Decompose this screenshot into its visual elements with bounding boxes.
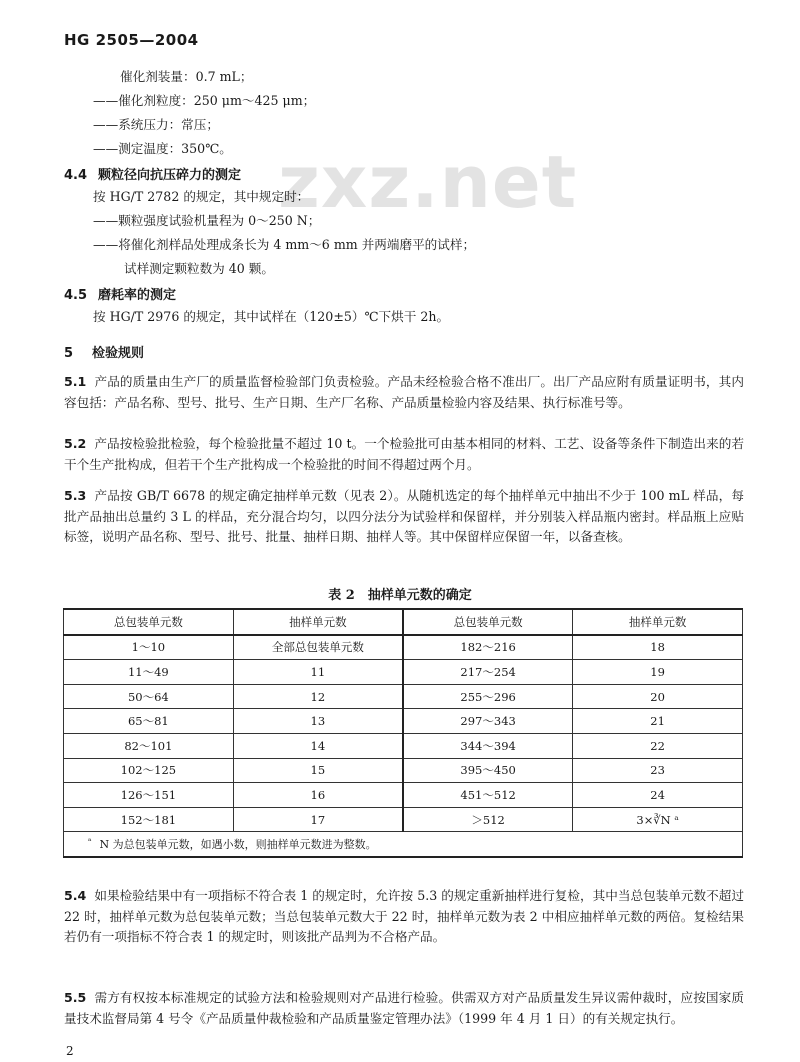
table-cell: 395～450 [403, 758, 573, 783]
paragraph-text: 产品按 GB/T 6678 的规定确定抽样单元数（见表 2）。从随机选定的每个抽样单元中抽出不少于 100 mL 样品，每批产品抽出总量约 3 L 的样品，充分混合均匀，以四分法分为试验样和保留样，并分别装入样品瓶内密封。样品瓶上应贴标签，说明产品名称、型号、批号、批量、抽样日期、抽样人等。其中保留样应保留一年，以备查核。 [64, 488, 744, 544]
section-heading-4-5 [64, 284, 176, 303]
section-intro: 按 HG/T 2782 的规定，其中规定时： [93, 189, 310, 204]
list-item: 试样测定颗粒数为 40 颗。 [124, 261, 274, 276]
table-cell: 15 [233, 758, 403, 783]
table-caption: 表 2 抽样单元数的确定 [328, 588, 472, 603]
table-row [64, 783, 743, 808]
table-cell: 18 [573, 635, 743, 660]
paragraph-text: 需方有权按本标准规定的试验方法和检验规则对产品进行检验。供需双方对产品质量发生异议需仲裁时，应按国家质量技术监督局第 4 号令《产品质量仲裁检验和产品质量鉴定管理办法》（1999 年 4 月 1 日）的有关规定执行。 [64, 990, 744, 1026]
watermark: zxz.net [278, 140, 578, 224]
table-row [64, 807, 743, 832]
paragraph-5-1 [64, 372, 744, 413]
list-item: ——催化剂粒度：250 μm～425 μm； [93, 93, 316, 108]
column-header: 总包装单元数 [403, 609, 573, 635]
table-cell: 24 [573, 783, 743, 808]
table-row [64, 709, 743, 734]
table-row [64, 733, 743, 758]
table-cell: 13 [233, 709, 403, 734]
table-cell: 65～81 [64, 709, 234, 734]
table-cell: 21 [573, 709, 743, 734]
list-item: ——将催化剂样品处理成条长为 4 mm～6 mm 并两端磨平的试样； [93, 237, 476, 252]
page-number: 2 [66, 1044, 74, 1058]
table-cell: 11～49 [64, 660, 234, 685]
paragraph-5-5 [64, 988, 744, 1029]
sampling-table [63, 608, 743, 858]
footnote-text: N 为总包装单元数，如遇小数，则抽样单元数进为整数。 [99, 838, 377, 852]
table-cell: 3×∛N ᵃ [573, 807, 743, 832]
table-cell: 182～216 [403, 635, 573, 660]
table-cell: 16 [233, 783, 403, 808]
section-text: 按 HG/T 2976 的规定，其中试样在（120±5）℃下烘干 2h。 [93, 309, 450, 324]
section-number: 4.4 [64, 168, 88, 183]
section-heading-4-4 [64, 164, 241, 183]
paragraph-number: 5.2 [64, 436, 87, 451]
table-cell: ＞512 [403, 807, 573, 832]
table-cell: 126～151 [64, 783, 234, 808]
paragraph-5-4 [64, 886, 744, 948]
table-cell: 1～10 [64, 635, 234, 660]
table-note-row [64, 832, 743, 858]
table-row [64, 660, 743, 685]
section-title: 颗粒径向抗压碎力的测定 [98, 168, 242, 183]
table-cell: 297～343 [403, 709, 573, 734]
standard-code: HG 2505—2004 [64, 31, 199, 49]
table-cell: 102～125 [64, 758, 234, 783]
table-cell: 17 [233, 807, 403, 832]
paragraph-5-3 [64, 486, 744, 548]
table-cell: 217～254 [403, 660, 573, 685]
table-cell: 82～101 [64, 733, 234, 758]
table-cell: 12 [233, 684, 403, 709]
paragraph-text: 如果检验结果中有一项指标不符合表 1 的规定时，允许按 5.3 的规定重新抽样进行复检，其中当总包装单元数不超过 22 时，抽样单元数为总包装单元数；当总包装单元数大于 22 时，抽样单元数为表 2 中相应抽样单元数的两倍。复检结果若仍有一项指标不符合表 1 的规定时，则该批产品判为不合格产品。 [64, 888, 744, 944]
footnote-marker: ᵃ [88, 836, 92, 847]
table-cell: 22 [573, 733, 743, 758]
section-title: 磨耗率的测定 [98, 288, 177, 303]
table-cell: 451～512 [403, 783, 573, 808]
paragraph-number: 5.1 [64, 374, 87, 389]
paragraph-number: 5.4 [64, 888, 87, 903]
table-row [64, 758, 743, 783]
section-heading-5 [64, 342, 144, 361]
list-item: 催化剂装量：0.7 mL； [120, 69, 253, 84]
section-number: 5 [64, 346, 74, 361]
column-header: 抽样单元数 [573, 609, 743, 635]
table-cell: 152～181 [64, 807, 234, 832]
paragraph-text: 产品的质量由生产厂的质量监督检验部门负责检验。产品未经检验合格不准出厂。出厂产品应附有质量证明书，其内容包括：产品名称、型号、批号、生产日期、生产厂名称、产品质量检验内容及结果、执行标准号等。 [64, 374, 744, 410]
table-cell: 23 [573, 758, 743, 783]
table-cell: 全部总包装单元数 [233, 635, 403, 660]
table-footnote [64, 832, 743, 858]
paragraph-text: 产品按检验批检验，每个检验批量不超过 10 t。一个检验批可由基本相同的材料、工艺、设备等条件下制造出来的若干个生产批构成，但若干个生产批构成一个检验批的时间不得超过两个月。 [64, 436, 744, 472]
column-header: 总包装单元数 [64, 609, 234, 635]
table-cell: 255～296 [403, 684, 573, 709]
table-row [64, 635, 743, 660]
table-cell: 344～394 [403, 733, 573, 758]
table-cell: 19 [573, 660, 743, 685]
list-item: ——系统压力：常压； [93, 117, 219, 132]
column-header: 抽样单元数 [233, 609, 403, 635]
paragraph-number: 5.3 [64, 488, 87, 503]
table-cell: 11 [233, 660, 403, 685]
list-item: ——颗粒强度试验机量程为 0～250 N； [93, 213, 321, 228]
table-cell: 14 [233, 733, 403, 758]
table-row [64, 684, 743, 709]
table-header-row [64, 609, 743, 635]
section-title: 检验规则 [92, 346, 145, 361]
section-number: 4.5 [64, 288, 88, 303]
list-item: ——测定温度：350℃。 [93, 141, 232, 156]
table-cell: 20 [573, 684, 743, 709]
paragraph-number: 5.5 [64, 990, 87, 1005]
paragraph-5-2 [64, 434, 744, 475]
table-cell: 50～64 [64, 684, 234, 709]
